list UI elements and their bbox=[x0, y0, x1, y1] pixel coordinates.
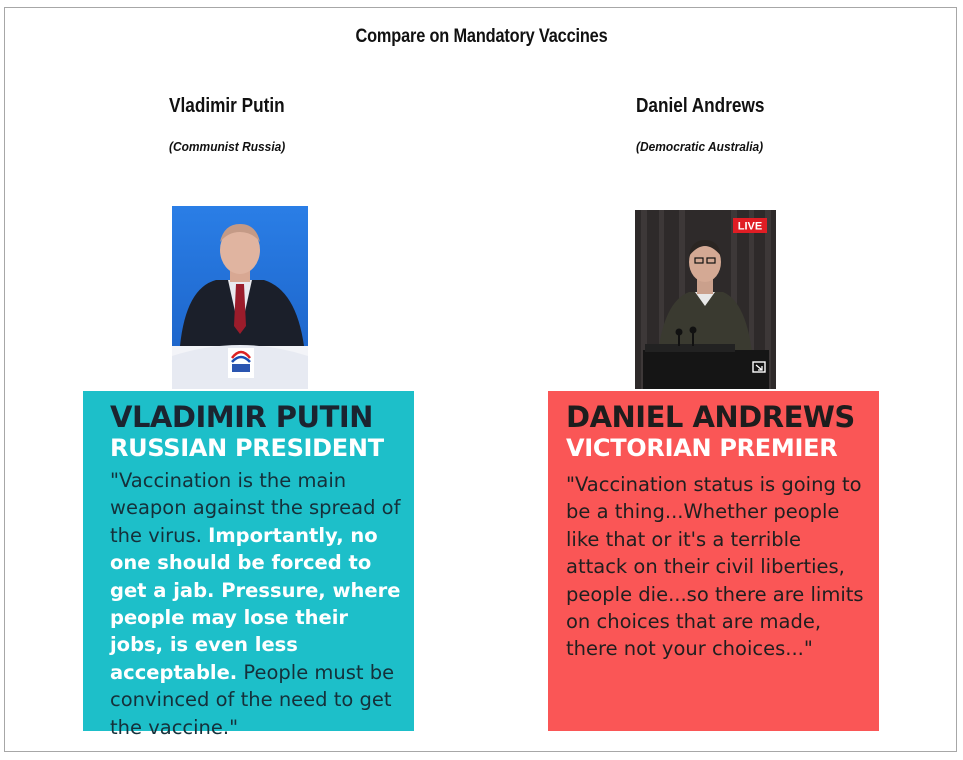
putin-quote-part-1: "Vaccination is the main weapon against the spread of the virus. bbox=[110, 469, 401, 547]
andrews-card-role: VICTORIAN PREMIER bbox=[566, 434, 838, 462]
putin-quote-part-2: Importantly, no one should be forced to get a jab. Pressure, where people may lose their jobs, is even less acceptable. bbox=[110, 523, 401, 684]
left-person-subtitle: (Communist Russia) bbox=[169, 139, 286, 154]
page-title: Compare on Mandatory Vaccines bbox=[355, 26, 608, 47]
putin-card-role: RUSSIAN PRESIDENT bbox=[110, 434, 384, 462]
right-person-subtitle: (Democratic Australia) bbox=[636, 139, 764, 154]
putin-card-quote bbox=[110, 467, 402, 741]
andrews-card-headline: DANIEL ANDREWS bbox=[566, 400, 855, 434]
left-person-name: Vladimir Putin bbox=[169, 95, 285, 117]
andrews-card-quote: "Vaccination status is going to be a thing...Whether people like that or it's a terrible attack on their civil liberties, people die...so there are limits on choices that are made, there not your choices..." bbox=[566, 473, 864, 661]
putin-quote-card bbox=[83, 391, 414, 739]
live-badge: LIVE bbox=[737, 220, 763, 233]
andrews-photo bbox=[635, 210, 776, 389]
putin-card-headline: VLADIMIR PUTIN bbox=[110, 400, 373, 434]
putin-quote-part-3: People must be convinced of the need to get the vaccine." bbox=[110, 660, 395, 739]
andrews-quote-card bbox=[548, 391, 879, 731]
right-person-name: Daniel Andrews bbox=[636, 95, 765, 117]
putin-photo bbox=[172, 206, 308, 389]
